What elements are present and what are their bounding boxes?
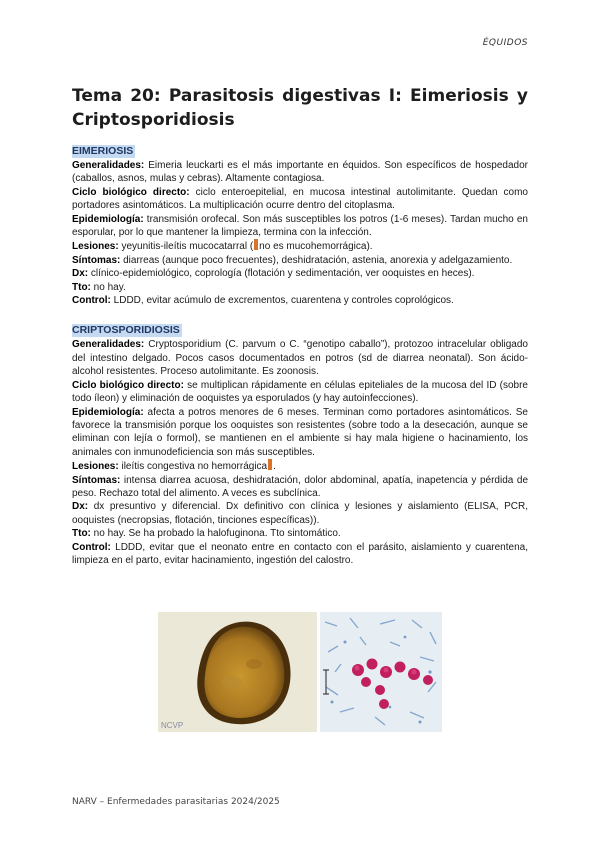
text: ileítis congestiva no hemorrágica <box>118 461 268 473</box>
cripto-ciclo <box>72 379 528 406</box>
text: Cryptosporidium (C. parvum o C. “genotipo caballo”), protozoo intracelular obligado del intestino delgado. Pocos casos documentados en potros (sd de diarrea neonatal). Son ácido-alcohol resistentes. Proceso autolimitante. Es zoonosis. <box>72 339 528 378</box>
label: Generalidades: <box>72 339 145 351</box>
label: Lesiones: <box>72 461 119 473</box>
cripto-section <box>72 320 528 567</box>
cripto-dx <box>72 500 528 527</box>
label: Control: <box>72 295 111 307</box>
section-heading-eimeriosis: EIMERIOSIS <box>72 145 134 157</box>
text: LDDD, evitar acúmulo de excrementos, cuarentena y controles coprológicos. <box>110 295 454 307</box>
eimeriosis-generalidades <box>72 159 528 186</box>
title-word: Eimeriosis <box>410 86 509 106</box>
label: Síntomas: <box>72 474 121 486</box>
title-word: y <box>516 86 528 106</box>
cripto-tto <box>72 527 528 540</box>
text: ciclo enteroepitelial, en mucosa intestinal autolimitante. Quedan como portadores asintomáticos. La multiplicación ocurre dentro del citoplasma. <box>72 186 528 212</box>
eimeriosis-ciclo <box>72 186 528 213</box>
header-tag: ÉQUIDOS <box>482 38 528 48</box>
watermark-label: NCVP <box>161 721 184 730</box>
text: LDDD, evitar que el neonato entre en contacto con el parásito, aislamiento y cuarentena, limpieza en el parto, evitar hacinamiento, ingestión del calostro. <box>72 541 528 566</box>
title-line-1 <box>72 84 528 108</box>
eimeriosis-dx <box>72 267 528 280</box>
cripto-control <box>72 541 528 568</box>
page-title <box>72 84 528 132</box>
title-word: 20: <box>130 86 161 106</box>
label: Epidemiología: <box>72 406 144 418</box>
text: transmisión orofecal. Son más susceptibles los potros (1-6 meses). Tardan mucho en esporular, por lo que mantener la limpieza, termina con la infección. <box>72 213 528 239</box>
title-word: Tema <box>72 86 123 106</box>
text: yeyunitis-ileítis mucocatarral ( <box>118 241 254 253</box>
text: intensa diarrea acuosa, deshidratación, dolor abdominal, apatía, inapetencia y pérdida de peso. Rechazo total del alimento. A veces es subclínica. <box>72 474 528 499</box>
title-line-2: Criptosporidiosis <box>72 110 235 130</box>
label: Tto: <box>72 528 91 540</box>
title-word: Parasitosis <box>168 86 274 106</box>
label: Síntomas: <box>72 254 121 266</box>
label: Generalidades: <box>72 160 145 171</box>
cripto-generalidades <box>72 338 528 378</box>
text: no es mucohemorrágica). <box>259 241 373 253</box>
cripto-epidemiologia <box>72 406 528 460</box>
eimeriosis-epidemiologia <box>72 213 528 240</box>
cripto-lesiones <box>72 459 528 473</box>
main-content <box>72 141 528 567</box>
label: Control: <box>72 541 111 553</box>
text: clínico-epidemiológico, coprología (flotación y sedimentación, ver ooquistes en heces). <box>88 268 475 280</box>
highlight-mark <box>268 459 272 470</box>
figures-row <box>158 612 442 732</box>
label: Lesiones: <box>72 241 119 253</box>
eimeriosis-tto <box>72 281 528 294</box>
label: Dx: <box>72 268 89 280</box>
eimeriosis-section <box>72 141 528 307</box>
text: afecta a potros menores de 6 meses. Terminan como portadores asintomáticos. Se favorece la transmisión porque los ooquistes son resistentes (sobre todo a la desecación, aunque se eliminan con lejía o formol), se mantienen en el ambiente si hay mala higiene o hacinamiento, los animales con inmunodeficiencia son más susceptibles. <box>72 406 528 458</box>
eimeriosis-control <box>72 294 528 307</box>
cryptosporidium-stain-image <box>320 612 442 732</box>
section-heading-cripto: CRIPTOSPORIDIOSIS <box>72 324 180 337</box>
cripto-sintomas <box>72 474 528 501</box>
text: diarreas (aunque poco frecuentes), deshidratación, astenia, anorexia y adelgazamiento. <box>120 254 513 266</box>
label: Ciclo biológico directo: <box>72 379 184 391</box>
label: Ciclo biológico directo: <box>72 186 190 198</box>
title-word: digestivas <box>282 86 381 106</box>
footer: NARV – Enfermedades parasitarias 2024/2025 <box>72 797 280 807</box>
oocyst-illustration <box>158 612 317 732</box>
text: Eimeria leuckarti es el más importante en équidos. Son específicos de hospedador (caballos, asnos, mulas y cebras). Altamente contagiosa. <box>72 160 528 185</box>
label: Dx: <box>72 501 89 513</box>
eimeriosis-sintomas <box>72 254 528 267</box>
title-word: I: <box>388 86 402 106</box>
text: se multiplican rápidamente en células epiteliales de la mucosa del ID (sobre todo íleon) y eliminación de ooquistes ya esporulados (y hay autoinfecciones). <box>72 379 528 405</box>
highlight-mark <box>254 239 258 250</box>
label: Epidemiología: <box>72 213 144 225</box>
text: no hay. <box>90 281 126 293</box>
text: no hay. Se ha probado la halofuginona. Tto sintomático. <box>90 528 341 540</box>
eimeria-oocyst-image <box>158 612 317 732</box>
text: dx presuntivo y diferencial. Dx definitivo con clínica y lesiones y aislamiento (ELISA, PCR, ooquistes (necropsias, flotación, tinciones específicas)). <box>72 501 528 526</box>
text: . <box>273 461 276 473</box>
stain-illustration <box>320 612 442 732</box>
eimeriosis-lesiones <box>72 239 528 253</box>
section-gap <box>72 307 528 320</box>
label: Tto: <box>72 281 91 293</box>
